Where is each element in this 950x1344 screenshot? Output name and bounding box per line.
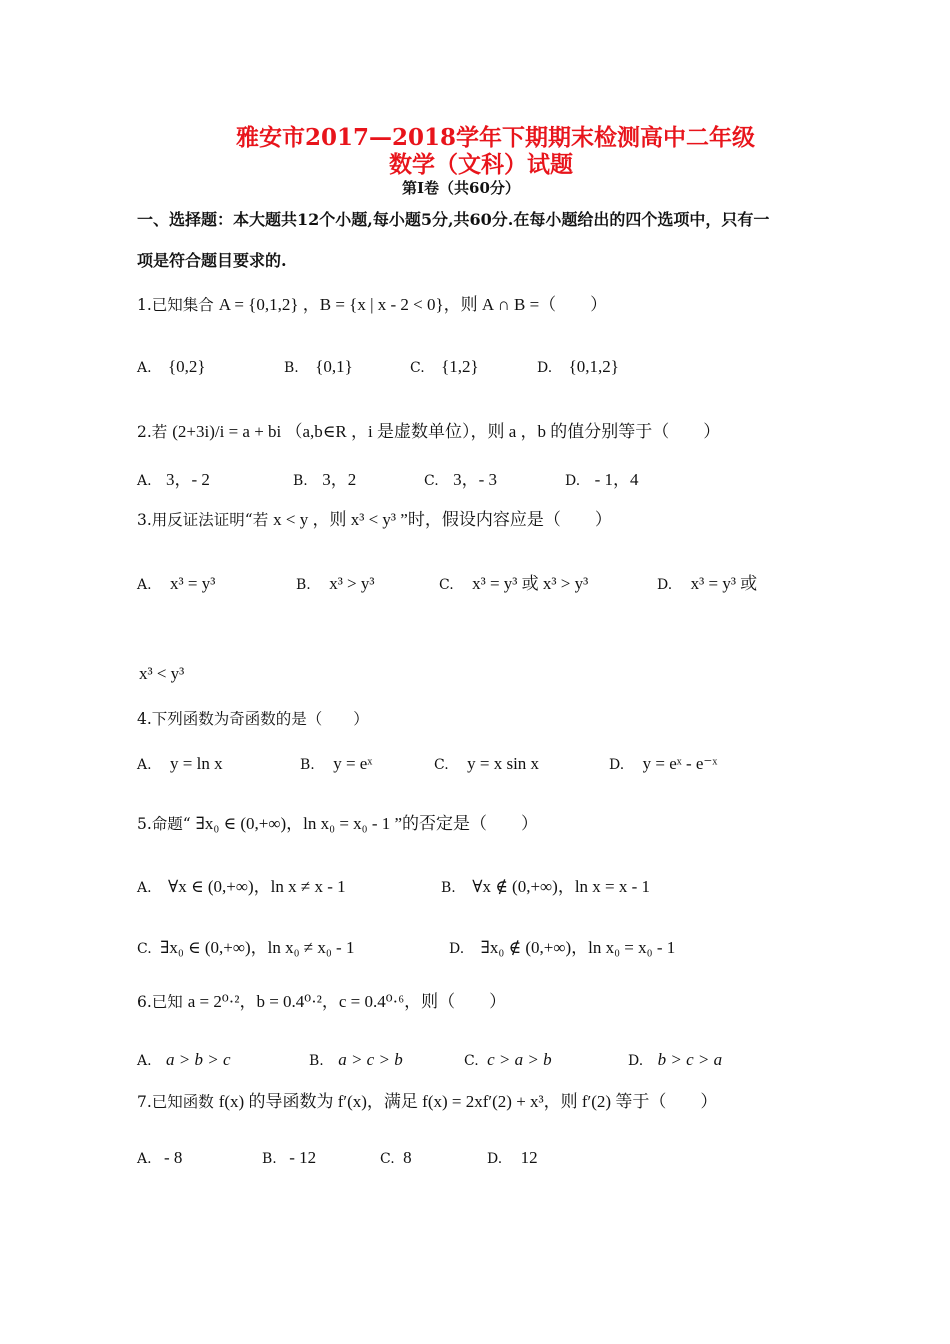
option-math: x³ = y³ 或 x³ > y³ [472,574,589,593]
option-label: A. [137,473,152,489]
option-math: - 1，4 [594,470,639,489]
question-1-option-b [284,358,353,375]
question-3-option-b [296,575,374,592]
option-math: y = x sin x [467,754,540,773]
question-4-stem [137,712,369,728]
option-label: B. [293,473,308,489]
section-instruction-line2: 项是符合题目要求的. [137,251,287,270]
option-math: {0,1,2} [568,357,619,376]
question-2-option-d [565,471,639,488]
option-math: c > a > b [487,1050,552,1069]
option-math: - 8 [164,1148,183,1167]
option-math: {0,2} [168,357,206,376]
option-math: y = eˣ - e⁻ˣ [642,754,718,773]
option-label: B. [300,757,315,773]
option-label: C. [439,577,454,593]
question-5-option-d [449,939,675,956]
option-label: C. [424,473,439,489]
option-math: b > c > a [657,1050,723,1069]
question-7-option-a [137,1149,182,1166]
question-1-option-a [137,358,206,375]
option-math: ∀x ∉ (0,+∞)，ln x = x - 1 [472,877,651,896]
question-1-option-d [537,358,619,375]
option-label: A. [137,757,152,773]
question-4-option-b [300,755,372,772]
option-label: A. [137,1053,152,1069]
question-2-math: (2+3i)/i = a + bi （a,b∈R ，i 是虚数单位），则 a ，b 的值分别等于（ ） [172,422,721,441]
page-subtitle: 数学（文科）试题 [389,151,573,178]
page-title: 雅安市2017—2018学年下期期末检测高中二年级 [236,124,756,151]
question-3-prefix: 3.用反证法证明“若 [137,511,269,529]
option-math: 3，- 2 [166,470,210,489]
option-math: 12 [520,1148,538,1167]
option-label: B. [284,360,299,376]
option-math: y = eˣ [333,754,373,773]
option-math: a > b > c [166,1050,231,1069]
option-label: D. [487,1151,503,1167]
question-6-option-a [137,1051,231,1068]
question-7-option-c [380,1149,412,1166]
section-instruction-line1: 一、选择题：本大题共12个小题,每小题5分,共60分.在每小题给出的四个选项中，只有一 [137,210,770,229]
question-7-option-b [262,1149,316,1166]
question-4-prefix: 4.下列函数为奇函数的是（ ） [137,710,369,728]
option-label: B. [262,1151,277,1167]
option-math: 8 [403,1148,412,1167]
option-label: C. [434,757,449,773]
option-math: {1,2} [441,357,479,376]
option-math: 3，- 3 [453,470,498,489]
question-2-prefix: 2.若 [137,423,168,441]
question-2-option-c [424,471,497,488]
option-label: D. [609,757,625,773]
option-label: D. [537,360,553,376]
question-5-option-c [137,939,354,956]
question-5-stem [137,815,538,833]
question-7-option-d [487,1149,538,1166]
question-6-option-d [628,1051,722,1068]
question-6-stem [137,993,506,1011]
question-2-stem [137,423,720,441]
option-label: A. [137,880,152,896]
question-5-math: ∃x₀ ∈ (0,+∞)，ln x₀ = x₀ - 1 ”的否定是（ ） [195,814,539,833]
option-math: ∃x₀ ∈ (0,+∞)，ln x₀ ≠ x₀ - 1 [160,938,355,957]
option-math: x³ = y³ 或 [690,574,758,593]
option-math: y = ln x [170,754,223,773]
question-6-prefix: 6.已知 [137,993,183,1011]
option-label: A. [137,577,152,593]
option-math: - 12 [289,1148,317,1167]
question-3-option-d-continuation: x³ < y³ [139,664,185,683]
question-6-option-c [464,1051,552,1068]
option-label: B. [441,880,456,896]
option-math: a > c > b [338,1050,403,1069]
option-math: ∀x ∈ (0,+∞)，ln x ≠ x - 1 [168,877,346,896]
question-6-math: a = 2⁰·²，b = 0.4⁰·²，c = 0.4⁰·⁶，则（ ） [187,992,507,1011]
question-1-prefix: 1.已知集合 [137,296,214,314]
question-2-option-a [137,471,210,488]
question-5-option-a [137,878,346,895]
option-label: D. [628,1053,644,1069]
question-7-prefix: 7.已知函数 [137,1093,214,1111]
option-math: x³ = y³ [170,574,216,593]
option-label: C. [380,1151,395,1167]
option-label: C. [464,1053,479,1069]
question-4-option-d [609,755,717,772]
question-4-option-a [137,755,223,772]
question-7-math: f(x) 的导函数为 f′(x)，满足 f(x) = 2xf′(2) + x³，则 f′(2) 等于（ ） [218,1092,718,1111]
question-1-option-c [410,358,479,375]
option-math: x³ > y³ [329,574,375,593]
option-label: C. [137,941,152,957]
question-1-math: A = {0,1,2} ，B = {x | x - 2 < 0}，则 A ∩ B =（ ） [218,295,608,314]
option-label: B. [296,577,311,593]
option-label: A. [137,1151,152,1167]
option-math: 3，2 [322,470,357,489]
option-label: A. [137,360,152,376]
option-label: D. [449,941,465,957]
question-7-stem [137,1093,717,1111]
option-math: ∃x₀ ∉ (0,+∞)，ln x₀ = x₀ - 1 [480,938,676,957]
question-3-option-d [657,575,757,592]
question-3-math: x < y ，则 x³ < y³ ”时，假设内容应是（ ） [273,510,612,529]
question-6-option-b [309,1051,403,1068]
option-math: {0,1} [315,357,353,376]
question-3-option-a [137,575,215,592]
option-label: D. [565,473,581,489]
question-5-option-b [441,878,650,895]
option-label: B. [309,1053,324,1069]
question-4-option-c [434,755,539,772]
option-label: D. [657,577,673,593]
part-heading: 第Ⅰ卷（共60分） [402,179,520,197]
question-2-option-b [293,471,356,488]
question-3-option-c [439,575,588,592]
question-5-prefix: 5.命题“ [137,815,191,833]
question-3-stem [137,511,612,529]
option-label: C. [410,360,425,376]
question-1-stem [137,296,607,314]
